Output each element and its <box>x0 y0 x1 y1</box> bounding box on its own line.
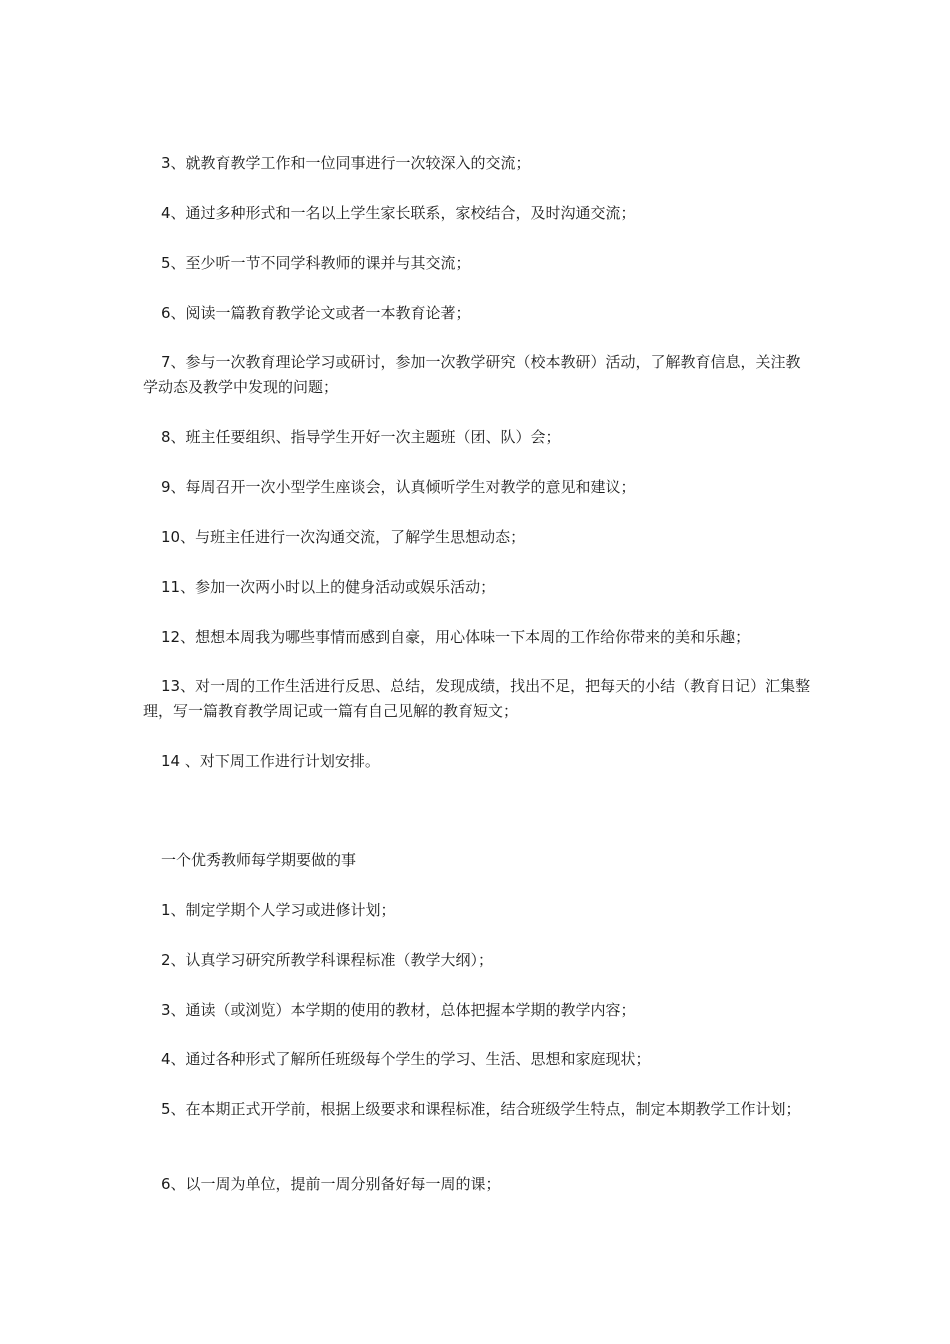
list-item: 12、想想本周我为哪些事情而感到自豪，用心体味一下本周的工作给你带来的美和乐趣； <box>161 628 751 646</box>
list-item: 13、对一周的工作生活进行反思、总结，发现成绩，找出不足，把每天的小结（教育日记）汇集整理，写一篇教育教学周记或一篇有自己见解的教育短文； <box>143 677 811 720</box>
list-item: 10、与班主任进行一次沟通交流，了解学生思想动态； <box>161 528 526 546</box>
list-item: 11、参加一次两小时以上的健身活动或娱乐活动； <box>161 578 496 596</box>
list-item: 3、通读（或浏览）本学期的使用的教材，总体把握本学期的教学内容； <box>161 1001 636 1019</box>
list-item: 6、阅读一篇教育教学论文或者一本教育论著； <box>161 304 471 322</box>
list-item: 2、认真学习研究所教学科课程标准（教学大纲）； <box>161 951 494 969</box>
list-item: 5、至少听一节不同学科教师的课并与其交流； <box>161 254 471 272</box>
list-item: 14 、对下周工作进行计划安排。 <box>161 752 380 770</box>
list-item: 9、每周召开一次小型学生座谈会，认真倾听学生对教学的意见和建议； <box>161 478 636 496</box>
list-item: 3、就教育教学工作和一位同事进行一次较深入的交流； <box>161 154 531 172</box>
section-heading: 一个优秀教师每学期要做的事 <box>161 851 357 869</box>
list-item: 5、在本期正式开学前，根据上级要求和课程标准，结合班级学生特点，制定本期教学工作计划； <box>161 1100 801 1118</box>
list-item: 8、班主任要组织、指导学生开好一次主题班（团、队）会； <box>161 428 561 446</box>
list-item: 7、参与一次教育理论学习或研讨，参加一次教学研究（校本教研）活动，了解教育信息，关注教学动态及教学中发现的问题； <box>143 353 801 396</box>
list-item: 1、制定学期个人学习或进修计划； <box>161 901 396 919</box>
list-item: 4、通过各种形式了解所任班级每个学生的学习、生活、思想和家庭现状； <box>161 1050 651 1068</box>
list-item: 6、以一周为单位，提前一周分别备好每一周的课； <box>161 1175 501 1193</box>
list-item: 4、通过多种形式和一名以上学生家长联系，家校结合，及时沟通交流； <box>161 204 636 222</box>
